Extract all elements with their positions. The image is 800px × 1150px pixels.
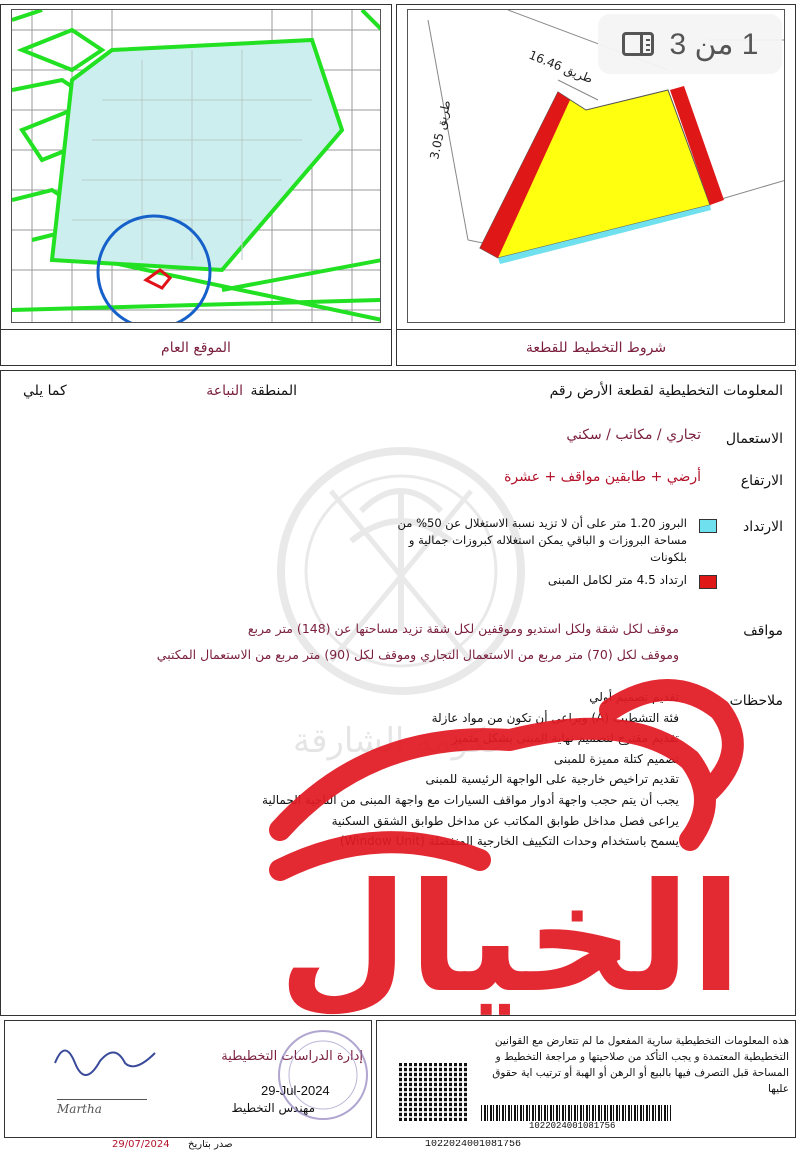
usage-label: الاستعمال — [725, 431, 783, 447]
general-location-map — [11, 9, 381, 323]
bottom-date: 29/07/2024 — [112, 1140, 170, 1150]
note-line: يجب أن يتم حجب واجهة أدوار مواقف السيارات مع واجهة المبنى من الناحية الجمالية — [262, 792, 679, 807]
issue-date: 29-Jul-2024 — [261, 1083, 330, 1098]
setback-item-2: ارتداد 4.5 متر لكامل المبنى — [547, 573, 687, 587]
engineer-title: مهندس التخطيط — [231, 1101, 315, 1115]
note-line: تصميم كتلة مميزة للمبنى — [553, 751, 679, 766]
barcode — [481, 1105, 671, 1121]
info-title: المعلومات التخطيطية لقطعة الأرض رقم — [549, 383, 783, 399]
parking-line-1: موقف لكل شقة ولكل استديو وموقفين لكل شقة تزيد مساحتها عن (148) متر مربع — [247, 621, 679, 636]
parking-line-2: وموقف لكل (70) متر مربع من الاستعمال التجاري وموقف لكل (90) متر مربع من الاستعمال المكتبي — [156, 647, 679, 662]
note-line: فئة التشطيب (A) ويراعى أن تكون من مواد عازلة — [431, 710, 679, 725]
horse-stamp-icon — [250, 670, 750, 1050]
watermark-text: حكومة الشارقة — [292, 721, 509, 761]
general-location-title: الموقع العام — [161, 339, 231, 356]
bottom-date-label: صدر بتاريخ — [188, 1140, 233, 1150]
height-label: الارتفاع — [740, 473, 783, 489]
bottom-issue-info — [0, 1140, 800, 1150]
department-name: إدارة الدراسات التخطيطية — [221, 1049, 363, 1064]
general-map-svg — [12, 10, 381, 323]
barcode-number: 1022024001081756 — [529, 1121, 616, 1131]
road-label-1: طريق 16.46 — [526, 47, 595, 87]
disclaimer-text: هذه المعلومات التخطيطية سارية المفعول ما لم تتعارض مع القوانين التخطيطية المعتمدة و يجب التأكد من صلاحيتها و مراجعة التخطيط و المساحة قبل التصرف فيها بالبيع أو الرهن أو الهبة أو ترتيب اية حقوق عليها — [492, 1035, 789, 1095]
usage-value: تجاري / مكاتب / سكني — [566, 427, 701, 443]
qr-code — [399, 1063, 469, 1121]
stamp-text: الخيال — [278, 852, 742, 1026]
red-stamp — [250, 670, 750, 1050]
plot-shape — [480, 90, 710, 258]
note-line: تقديم تراخيص خارجية على الواجهة الرئيسية للمبنى — [425, 772, 679, 787]
setback-item-1: البروز 1.20 متر على أن لا تزيد نسبة الاستغلال عن 50% من مساحة البروزات و الباقي يمكن استغلاله كبروزات جمالية و بلكونات — [397, 516, 687, 564]
page-indicator[interactable] — [598, 14, 782, 74]
setback-label: الارتداد — [742, 519, 783, 535]
projection-legend-swatch — [699, 519, 717, 533]
info-suffix: كما يلي — [23, 383, 67, 399]
setback-legend-swatch — [699, 575, 717, 589]
general-location-panel — [0, 4, 392, 366]
region-label: المنطقة — [250, 383, 297, 399]
note-line: يراعى فصل مداخل طوابق المكاتب عن مداخل طوابق الشقق السكنية — [331, 813, 679, 828]
page-count: 1 من 3 — [669, 27, 759, 61]
plot-conditions-title: شروط التخطيط للقطعة — [525, 339, 667, 356]
sidebar-icon[interactable] — [622, 32, 654, 56]
signature-name: Martha — [57, 1099, 147, 1116]
road-label-2: طريق 3.05 — [427, 98, 454, 161]
engineer-signature-icon — [45, 1033, 165, 1083]
note-line: تقديم مقترح لتصميم نهاية المبنى بشكل متميز — [451, 731, 679, 746]
height-value: أرضي + طابقين مواقف + عشرة — [504, 469, 701, 485]
note-line: يسمح باستخدام وحدات التكييف الخارجية المنفصلة (Window Unit) — [339, 834, 679, 849]
bottom-number: 1022024001081756 — [425, 1140, 522, 1150]
region-value: النباعة — [206, 383, 243, 399]
note-line: تقديم تصميم أولي — [589, 690, 679, 704]
parking-label: مواقف — [743, 623, 783, 639]
notes-label: ملاحظات — [729, 693, 783, 709]
